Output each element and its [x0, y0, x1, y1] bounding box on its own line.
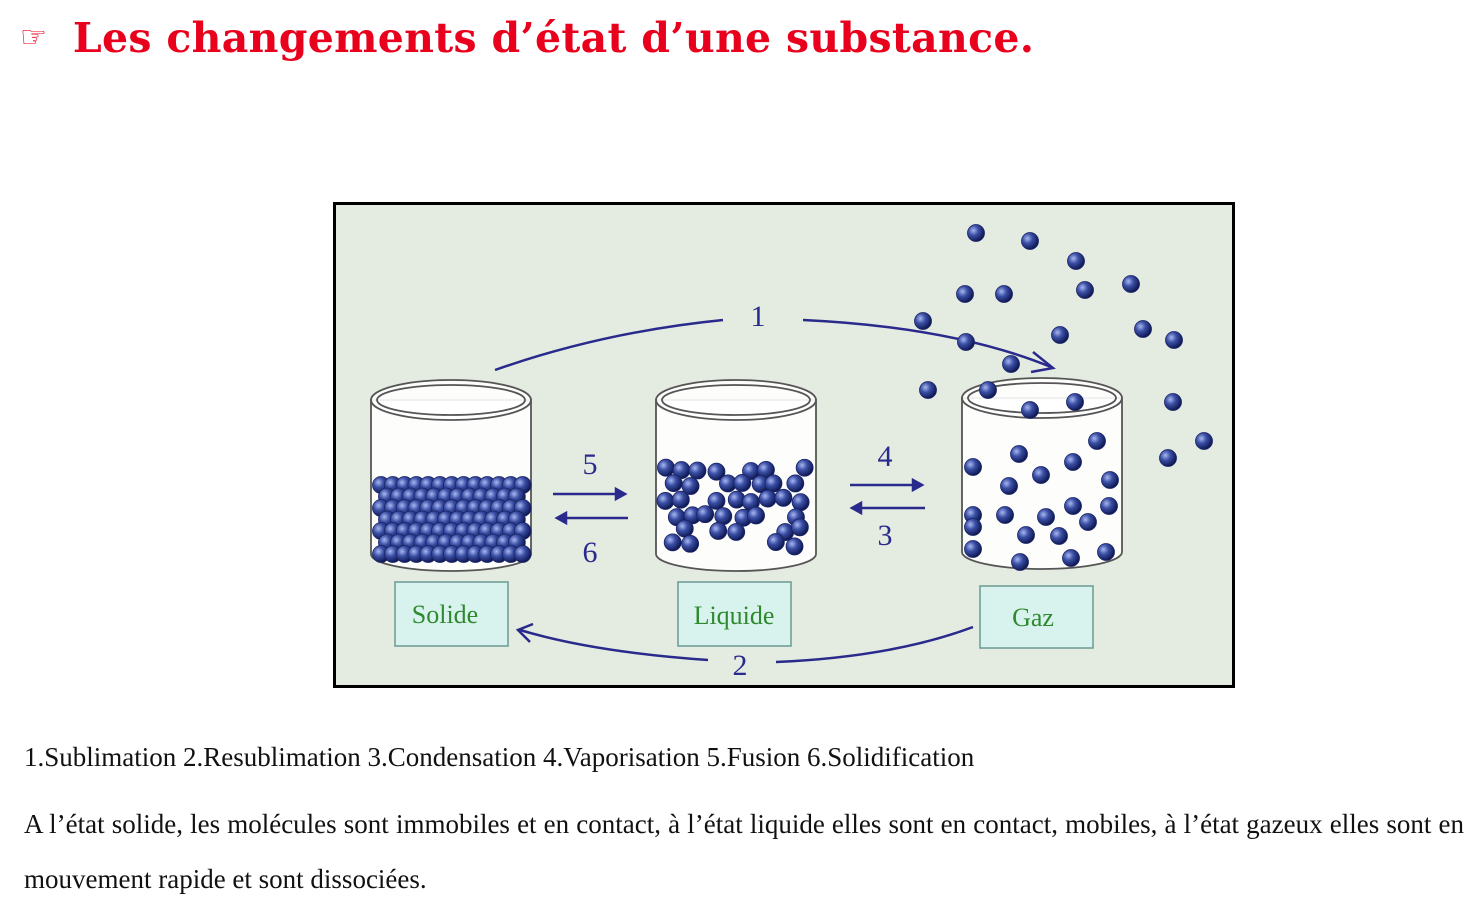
- solid-molecule: [514, 546, 531, 563]
- transition-number-4: 4: [877, 440, 893, 473]
- liquid-molecule: [715, 508, 732, 525]
- transition-number-1: 1: [750, 300, 766, 333]
- liquid-molecule: [791, 519, 808, 536]
- solid-molecules: [373, 477, 532, 563]
- section-heading: [20, 14, 1034, 62]
- gas-molecule: [1080, 514, 1097, 531]
- state-label-gaz-text: Gaz: [1012, 603, 1054, 632]
- gas-molecule: [1063, 550, 1080, 567]
- gas-molecule: [958, 334, 975, 351]
- gas-molecule: [1067, 394, 1084, 411]
- gas-molecule: [1160, 450, 1177, 467]
- transition-number-6: 6: [582, 536, 598, 569]
- gas-molecule: [1077, 282, 1094, 299]
- gas-molecule: [965, 459, 982, 476]
- gas-molecule: [1022, 233, 1039, 250]
- gas-molecule: [1135, 321, 1152, 338]
- transition-number-5: 5: [582, 448, 598, 481]
- liquid-molecule: [665, 475, 682, 492]
- gas-molecule: [997, 507, 1014, 524]
- transition-legend: 1.Sublimation 2.Resublimation 3.Condensation 4.Vaporisation 5.Fusion 6.Solidification: [24, 742, 975, 772]
- gas-molecule: [980, 382, 997, 399]
- gas-molecule: [1003, 356, 1020, 373]
- states-of-matter-diagram: [333, 202, 1235, 688]
- liquid-molecule: [682, 535, 699, 552]
- liquid-molecule: [657, 459, 674, 476]
- gas-molecule: [1022, 402, 1039, 419]
- liquid-molecule: [765, 475, 782, 492]
- gas-molecule: [1011, 446, 1028, 463]
- gas-molecule: [1001, 478, 1018, 495]
- liquid-molecule: [689, 462, 706, 479]
- liquid-molecule: [708, 492, 725, 509]
- gas-molecule: [996, 286, 1013, 303]
- explanation-paragraph: A l’état solide, les molécules sont immobiles et en contact, à l’état liquide elles sont en contact, mobiles, à l’état gazeux elles sont en mouvement rapide et sont dissociées.: [24, 809, 1464, 894]
- section-title: Les changements d’état d’une substance.: [72, 14, 1035, 62]
- liquid-molecule: [759, 490, 776, 507]
- gas-molecule: [968, 225, 985, 242]
- gas-molecule: [1165, 394, 1182, 411]
- liquid-molecule: [767, 534, 784, 551]
- liquid-molecule: [664, 534, 681, 551]
- liquid-molecule: [734, 474, 751, 491]
- gas-molecule: [1018, 527, 1035, 544]
- gas-molecule: [1033, 467, 1050, 484]
- liquid-molecule: [657, 492, 674, 509]
- gas-molecule: [1052, 327, 1069, 344]
- gas-molecule: [1089, 433, 1106, 450]
- transition-number-3: 3: [877, 519, 893, 552]
- gas-molecule: [957, 286, 974, 303]
- gas-molecule: [1102, 472, 1119, 489]
- gas-molecule: [920, 382, 937, 399]
- liquid-molecule: [697, 506, 714, 523]
- gas-molecule: [1123, 276, 1140, 293]
- gas-molecule: [1012, 554, 1029, 571]
- gas-molecule: [965, 519, 982, 536]
- pointing-hand-icon: ☞: [20, 20, 47, 55]
- liquid-molecule: [710, 522, 727, 539]
- gas-molecule: [1038, 509, 1055, 526]
- liquid-molecule: [792, 494, 809, 511]
- gas-molecule: [1101, 498, 1118, 515]
- liquid-molecule: [787, 475, 804, 492]
- gas-molecule: [1098, 544, 1115, 561]
- gas-molecule: [965, 541, 982, 558]
- state-label-liquide-text: Liquide: [693, 601, 775, 630]
- state-label-liquide: [678, 582, 791, 646]
- state-label-gaz: [980, 586, 1093, 648]
- state-label-solide: [395, 582, 508, 646]
- liquid-molecule: [775, 489, 792, 506]
- gas-molecule: [1051, 528, 1068, 545]
- gas-molecule: [1068, 253, 1085, 270]
- state-label-solide-text: Solide: [411, 600, 479, 629]
- gas-molecule: [1196, 433, 1213, 450]
- gas-molecule: [1166, 332, 1183, 349]
- liquid-molecule: [676, 520, 693, 537]
- liquid-molecule: [796, 459, 813, 476]
- liquid-molecule: [672, 491, 689, 508]
- gas-molecule: [915, 313, 932, 330]
- liquid-molecule: [748, 507, 765, 524]
- gas-molecule: [1065, 498, 1082, 515]
- liquid-molecule: [786, 538, 803, 555]
- gas-molecule: [1065, 454, 1082, 471]
- liquid-molecule: [728, 523, 745, 540]
- transition-number-2: 2: [732, 649, 748, 682]
